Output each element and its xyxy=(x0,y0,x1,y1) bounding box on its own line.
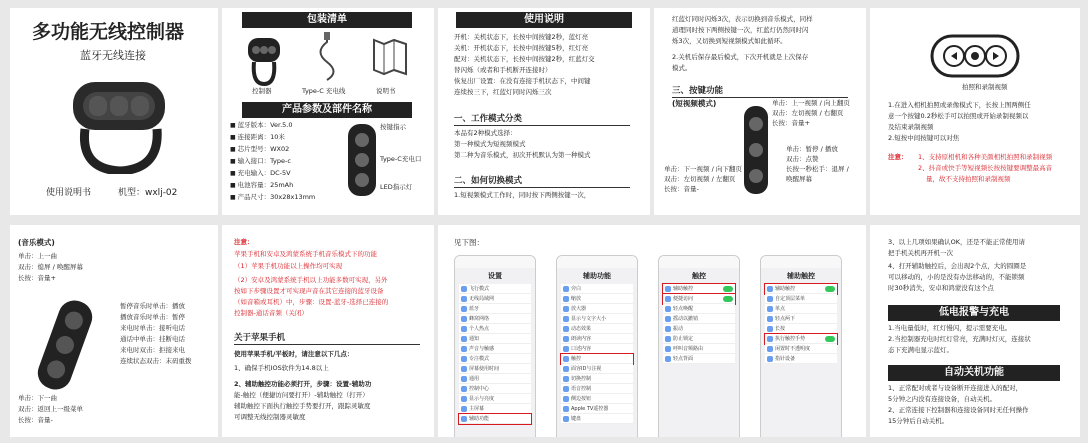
controller-icon xyxy=(246,34,282,86)
photo-note: 量，故不支持拍照和录制视频 xyxy=(926,175,1011,183)
bottom-key-line: 单击：下一视频 / 向下翻页 xyxy=(664,165,742,173)
specs-header: 产品参数及部件名称 xyxy=(242,102,412,118)
toggle-switch[interactable] xyxy=(723,286,733,292)
iphone-line: 2、辅助触控功能必须打开，步骤：设置-辅助功 xyxy=(234,380,372,388)
settings-row[interactable]: 切换控制 xyxy=(561,374,633,384)
phone-status-bar xyxy=(761,256,841,268)
see-figure-caption: 见下图： xyxy=(454,238,484,247)
touch-line: 4、打开辅助触控后，会出现2个点，大的圆圈是 xyxy=(888,262,1027,270)
settings-row[interactable]: 闲置时不透明度 xyxy=(765,344,837,354)
switch-line: 1.短视频模式工作时，同时按下两侧按键一次， xyxy=(454,191,591,199)
photo-video-label: 拍照和录制视频 xyxy=(962,83,1008,91)
iphone-notes-panel xyxy=(222,225,434,437)
settings-row[interactable]: 主屏幕 xyxy=(459,404,531,414)
spec-item: ■ 输入接口：Type-c xyxy=(230,158,291,166)
settings-row[interactable]: 放大器 xyxy=(561,304,633,314)
music-top-line: 单击：上一曲 xyxy=(18,252,57,260)
auto-off-line: 15分钟后自动关机。 xyxy=(888,417,949,425)
settings-row[interactable]: 呼叫音频路由 xyxy=(663,344,735,354)
settings-row[interactable]: 通知 xyxy=(459,334,531,344)
toggle-switch[interactable] xyxy=(723,296,733,302)
settings-row[interactable]: 飞行模式 xyxy=(459,284,531,294)
usage-line: 替闪烁（或者和手机断开连接时） xyxy=(454,66,552,74)
toggle-switch[interactable] xyxy=(825,336,835,342)
iphone-line: 能-触控（便捷访问要打开）-辅助触控（打开） xyxy=(234,391,369,399)
spec-item: ■ 芯片型号：WX02 xyxy=(230,146,289,154)
top-key-line: 双击：左切视频 / 右翻页 xyxy=(772,109,844,117)
low-battery-line: 2.当控制器充电时红灯常亮，充满时灯灭，连接状 xyxy=(888,335,1031,343)
phone-screen-title: 辅助功能 xyxy=(583,272,611,280)
photo-line: 2.短按中间按键可以对焦 xyxy=(888,134,960,142)
settings-row[interactable]: 辅助功能 xyxy=(459,414,531,424)
screenshots-panel xyxy=(438,225,866,437)
short-video-mode-title: (短视频模式) xyxy=(672,99,717,108)
music-mid-line: 暂停音乐时单击：播放 xyxy=(120,302,185,310)
product-title: 多功能无线控制器 xyxy=(32,21,185,43)
spec-item: ■ 蓝牙版本：Ver.5.0 xyxy=(230,122,293,130)
auto-off-line: 2、正常连接下控制器和连接设备同时无任何操作 xyxy=(888,406,1029,414)
spec-item: ■ 连接距离：10米 xyxy=(230,134,285,142)
music-bottom-line: 单击：下一曲 xyxy=(18,394,57,402)
settings-row[interactable]: 防止锁定 xyxy=(663,334,735,344)
model-label: 机型：wxlj-02 xyxy=(118,188,178,198)
red-note-line: （2）安卓及鸿蒙系统手机以上功能多数可实现，另外 xyxy=(234,276,388,284)
touch-line: 把手机关机再开机一次 xyxy=(888,249,953,257)
toggle-switch[interactable] xyxy=(825,286,835,292)
settings-row[interactable]: 缩放 xyxy=(561,294,633,304)
music-mid-line: 来电时单击：接听电话 xyxy=(120,324,185,332)
phone-status-bar xyxy=(557,256,637,268)
remote-vertical-diagram xyxy=(742,104,770,196)
settings-row[interactable]: 旁白 xyxy=(561,284,633,294)
switch-line: 道理同时按下两侧按键一次，红蓝灯仍然同时闪 xyxy=(672,26,809,34)
mode-line: 本品有2种模式选择： xyxy=(454,129,517,137)
settings-row[interactable]: 语音控制 xyxy=(561,384,633,394)
usage-line: 恢复出厂设置：在没有连接手机状态下，中间键 xyxy=(454,77,591,85)
settings-row[interactable]: 专注模式 xyxy=(459,354,531,364)
bottom-key-line: 双击：左切视频 / 左翻页 xyxy=(664,175,736,183)
phone-screenshot xyxy=(454,255,536,437)
settings-row[interactable]: 辅助触控 xyxy=(663,284,735,294)
settings-row[interactable]: 控制中心 xyxy=(459,384,531,394)
photo-line: 意一个按键0.2秒松手可以拍照或开始录制视频以 xyxy=(888,112,1029,120)
settings-row[interactable]: 自定顶层菜单 xyxy=(765,294,837,304)
mode-line: 第二种为音乐模式，初次开机默认为第一种模式 xyxy=(454,151,591,159)
mid-key-line: 唤醒屏幕 xyxy=(786,175,812,183)
usage-line: 连续按三下，红蓝灯同时闪烁三次 xyxy=(454,88,552,96)
touch-line: 可以移动的，小的是没有办法移动的，不能锁频 xyxy=(888,273,1025,281)
auto-off-header: 自动关机功能 xyxy=(888,365,1060,381)
settings-row[interactable]: 辅助触控 xyxy=(765,284,837,294)
music-mid-line: 连续状态双击：末码重拨 xyxy=(120,357,192,365)
settings-row[interactable]: 面容ID与注视 xyxy=(561,364,633,374)
music-mid-line: 播放音乐时单击：暂停 xyxy=(120,313,185,321)
red-note-line: 苹果手机和安卓及鸿蒙系统手机音乐模式下的功能 xyxy=(234,250,377,258)
remote-tilted-diagram xyxy=(30,295,100,395)
photo-line: 1.在进入相机拍照或录像模式下，长按上图两侧任 xyxy=(888,101,1031,109)
phone-screenshot xyxy=(556,255,638,437)
photo-note-title: 注意： xyxy=(888,153,908,161)
switch-line: 模式。 xyxy=(672,64,692,72)
phone-screenshot xyxy=(760,255,842,437)
low-battery-line: 态下充满电显示蓝灯。 xyxy=(888,346,953,354)
item-manual: 说明书 xyxy=(376,87,396,95)
low-battery-header: 低电报警与充电 xyxy=(888,305,1060,321)
remote-horizontal-diagram xyxy=(930,28,1020,86)
phone-screen-title: 触控 xyxy=(692,272,706,280)
settings-row[interactable]: 轻点两下 xyxy=(765,314,837,324)
photo-panel xyxy=(870,8,1080,215)
red-note-title: 注意： xyxy=(234,238,254,246)
iphone-line: 1、确保手机IOS软件为14.8以上 xyxy=(234,364,329,372)
music-mode-panel xyxy=(10,225,218,437)
settings-row[interactable]: 无线局域网 xyxy=(459,294,531,304)
usage-panel xyxy=(438,8,650,215)
settings-row[interactable]: 蓝牙 xyxy=(459,304,531,314)
settings-row[interactable]: 口述内容 xyxy=(561,344,633,354)
red-note-line: （1）苹果手机功能以上操作均可实现 xyxy=(234,262,343,270)
top-key-line: 单击：上一视频 / 向上翻页 xyxy=(772,99,850,107)
red-note-line: 控制器-通话音频（关闭） xyxy=(234,309,308,317)
music-bottom-line: 双击：返回上一级菜单 xyxy=(18,405,83,413)
settings-row[interactable]: Apple TV遥控器 xyxy=(561,404,633,414)
settings-row[interactable]: 声音与触感 xyxy=(459,344,531,354)
switch-line: 烁3次，又切换到短视频模式如此循环。 xyxy=(672,37,787,45)
phone-screenshot xyxy=(658,255,740,437)
auto-off-line: 5分钟之内没有连接设备，自动关机。 xyxy=(888,395,997,403)
cover-panel xyxy=(10,8,218,215)
settings-row[interactable]: 轻点背面 xyxy=(663,354,735,364)
manual-icon xyxy=(372,38,408,76)
section-work-modes: 一、工作模式分类 xyxy=(454,112,630,124)
switch-line: 2.关机后保存最后模式，下次开机就是上次保存 xyxy=(672,53,809,61)
item-controller: 控制器 xyxy=(252,87,272,95)
label-typec-port: Type-C充电口 xyxy=(380,155,422,163)
specs-panel xyxy=(222,8,434,215)
product-subtitle: 蓝牙无线连接 xyxy=(80,49,146,62)
settings-row[interactable]: 显示与文字大小 xyxy=(561,314,633,324)
section-switch-modes: 二、如何切换模式 xyxy=(454,174,630,186)
section-about-iphone: 关于苹果手机 xyxy=(234,331,420,343)
settings-row[interactable]: 长按 xyxy=(765,324,837,334)
settings-row[interactable]: 个人热点 xyxy=(459,324,531,334)
phone-screen-title: 设置 xyxy=(488,272,502,280)
label-button-indicator: 按键指示 xyxy=(380,123,406,131)
usage-line: 配对：关机状态下，长按中间按键2秒，红蓝灯交 xyxy=(454,55,595,63)
settings-row[interactable]: 触控 xyxy=(561,354,633,364)
touch-line: 3、以上几项如果确认OK，还是不能正常使用请 xyxy=(888,238,1026,246)
iphone-subtitle: 使用苹果手机/平板时，请注意以下几点： xyxy=(234,350,354,358)
photo-note: 2、抖音或快手等短视频长按按键要调整最高音 xyxy=(918,164,1053,172)
music-top-line: 双击：熄屏 / 唤醒屏幕 xyxy=(18,263,83,271)
iphone-line: 辅助触控下面执行触控手势要打开，跟踪灵敏度 xyxy=(234,402,371,410)
settings-row[interactable]: 动态效果 xyxy=(561,324,633,334)
settings-row[interactable]: 键盘 xyxy=(561,414,633,424)
settings-row[interactable]: 执行触控手势 xyxy=(765,334,837,344)
battery-panel xyxy=(870,225,1080,437)
auto-off-line: 1、正常配对或者与设备断开连接进入的配对， xyxy=(888,384,1023,392)
mode-line: 第一种模式为短视频模式 xyxy=(454,140,526,148)
bottom-key-line: 长按：音量- xyxy=(664,185,699,193)
settings-row[interactable]: 振动 xyxy=(663,324,735,334)
label-led: LED指示灯 xyxy=(380,183,413,191)
photo-note: 1、支持原相机和各种美颜相机拍照和录制视频 xyxy=(918,153,1053,161)
key-functions-panel xyxy=(654,8,866,215)
settings-row[interactable]: 单点 xyxy=(765,304,837,314)
low-battery-line: 1.当电量低时，红灯慢闪，提示需要充电。 xyxy=(888,324,1012,332)
usage-line: 开机：关机状态下，长按中间按键2秒，蓝灯亮 xyxy=(454,33,589,41)
phone-status-bar xyxy=(659,256,739,268)
iphone-line: 可调整无线控制器灵敏度 xyxy=(234,413,306,421)
usage-header: 使用说明 xyxy=(456,12,632,28)
item-cable: Type-C 充电线 xyxy=(302,87,346,95)
settings-row[interactable]: 屏幕使用时间 xyxy=(459,364,531,374)
spec-item: ■ 电池容量：25mAh xyxy=(230,182,293,190)
phone-status-bar xyxy=(455,256,535,268)
phone-screen-title: 辅助触控 xyxy=(787,272,815,280)
mid-key-line: 单击：暂停 / 播放 xyxy=(786,145,838,153)
switch-line: 红蓝灯同时闪烁3次，表示切换到音乐模式，同样 xyxy=(672,15,813,23)
usage-line: 关机：开机状态下，长按中间按键5秒，红灯亮 xyxy=(454,44,589,52)
red-note-line: 按如下步骤设置才可实现声音在其它连接的蓝牙设备 xyxy=(234,287,384,295)
settings-row[interactable]: 摇动以撤销 xyxy=(663,314,735,324)
settings-row[interactable]: 显示与亮度 xyxy=(459,394,531,404)
music-top-line: 长按：音量+ xyxy=(18,274,56,282)
photo-line: 及结束录制视频 xyxy=(888,123,934,131)
ring-controller-illustration xyxy=(65,74,175,174)
settings-row[interactable]: 指针设备 xyxy=(765,354,837,364)
spec-item: ■ 产品尺寸：30x28x13mm xyxy=(230,194,315,202)
music-mid-line: 通话中单击：挂断电话 xyxy=(120,335,185,343)
spec-item: ■ 充电输入：DC-5V xyxy=(230,170,291,178)
red-note-line: （如音箱或耳机）中，步骤：设置-蓝牙-选择已连接的 xyxy=(234,298,389,306)
mid-key-line: 双击：点赞 xyxy=(786,155,819,163)
manual-label: 使用说明书 xyxy=(46,188,92,198)
settings-row[interactable]: 侧边按钮 xyxy=(561,394,633,404)
settings-row[interactable]: 通用 xyxy=(459,374,531,384)
music-mode-title: (音乐模式) xyxy=(18,238,55,247)
settings-row[interactable]: 蜂窝网络 xyxy=(459,314,531,324)
settings-row[interactable]: 轻点唤醒 xyxy=(663,304,735,314)
mid-key-line: 长按一秒松手：退屏 / xyxy=(786,165,849,173)
touch-line: 时30秒消失，安卓和鸿蒙没有这个点 xyxy=(888,284,994,292)
section-key-functions: 三、按键功能 xyxy=(672,84,848,96)
music-mid-line: 来电时双击：拒接来电 xyxy=(120,346,185,354)
settings-row[interactable]: 便捷访问 xyxy=(663,294,735,304)
settings-row[interactable]: 朗读内容 xyxy=(561,334,633,344)
cable-icon xyxy=(312,32,342,84)
controller-parts-diagram xyxy=(344,120,380,200)
packing-list-header: 包装清单 xyxy=(242,12,412,28)
top-key-line: 长按：音量+ xyxy=(772,119,810,127)
music-bottom-line: 长按：音量- xyxy=(18,416,53,424)
